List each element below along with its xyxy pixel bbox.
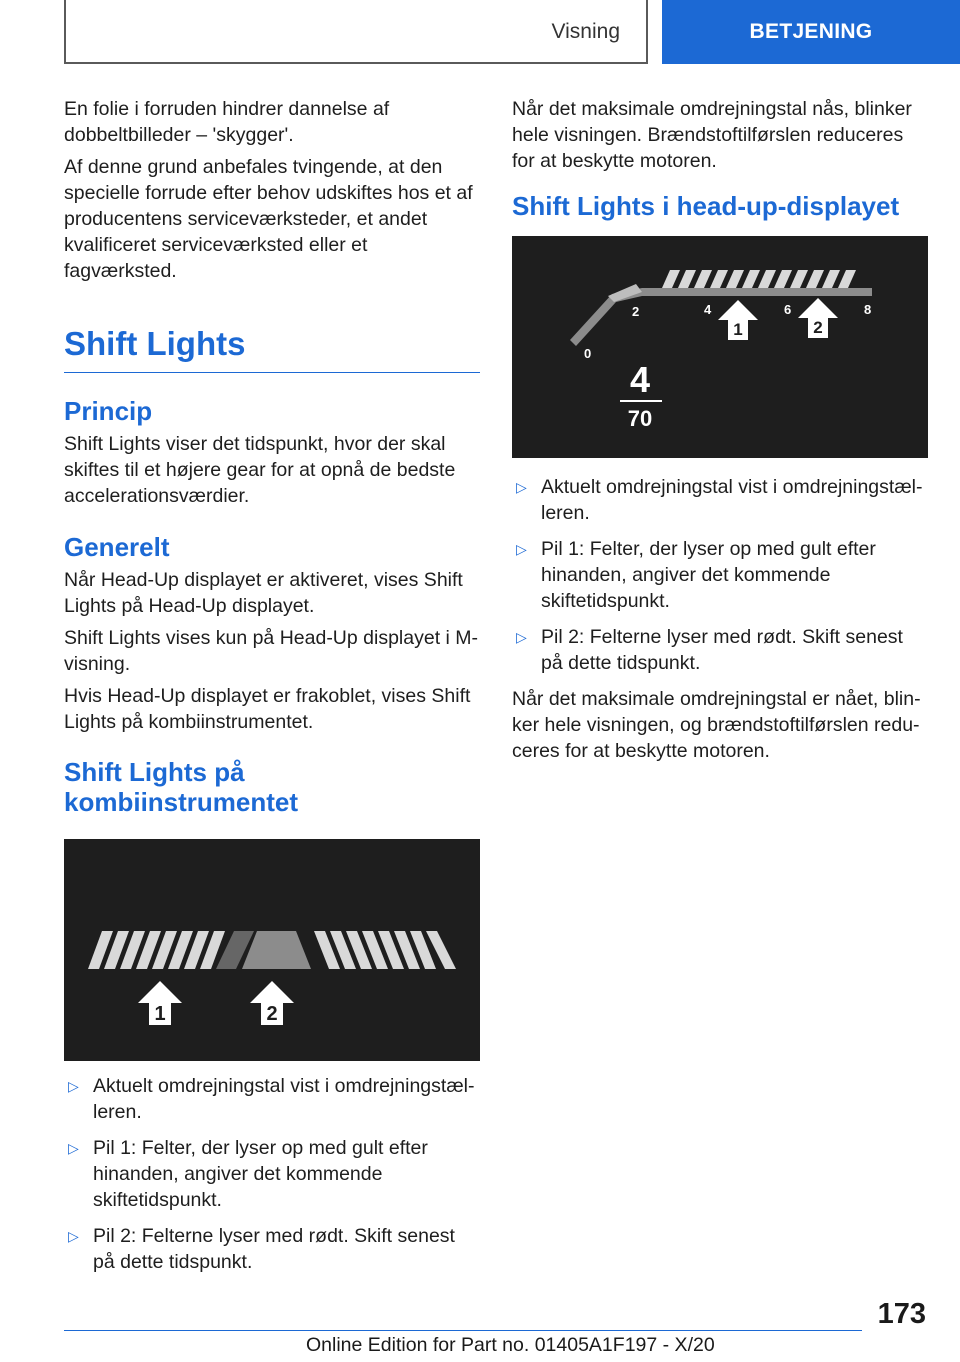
header-section-title: Visning: [551, 20, 620, 43]
hud-arrow-2-icon: [798, 298, 838, 338]
rpm-segments-left: [88, 931, 225, 969]
bullet-triangle-icon: ▷: [68, 1078, 79, 1094]
bullet-triangle-icon: ▷: [68, 1140, 79, 1156]
hud-arrow-1-label: 1: [733, 320, 743, 339]
list-item: ▷ Pil 1: Felter, der lyser op med gult efter hinanden, angiver det kommende skiftetidspunkt.: [68, 1137, 428, 1211]
arrow-2-icon: [250, 981, 294, 1025]
arrow-1-icon: [138, 981, 182, 1025]
hud-tick-2: 2: [632, 304, 640, 319]
footer-divider: [64, 1330, 862, 1331]
heading-hud: Shift Lights i head-up-displayet: [512, 191, 900, 221]
hud-tick-8: 8: [864, 302, 872, 317]
heading-kombiinstrument: Shift Lights på kombiinstrumentet: [64, 757, 299, 817]
heading-princip: Princip: [64, 396, 153, 426]
footer-edition: Online Edition for Part no. 01405A1F197 - X/20: [306, 1334, 715, 1356]
hud-divider: [620, 400, 662, 402]
rpm-bar-graphic: [64, 839, 480, 1061]
generelt-paragraph-2: Shift Lights vises kun på Head-Up displayet i M-visning.: [64, 627, 479, 675]
hud-tick-6: 6: [784, 302, 792, 317]
right-column: [512, 96, 928, 770]
page-number: 173: [877, 1298, 926, 1330]
hud-tick-4: 4: [704, 302, 712, 317]
generelt-paragraph-1: Når Head-Up displayet er aktiveret, vises Shift Lights på Head-Up displayet.: [64, 569, 463, 617]
list-item: ▷ Pil 2: Felterne lyser med rødt. Skift senest på dette tidspunkt.: [516, 626, 903, 674]
intro-paragraph-1: En folie i forruden hindrer dannelse af dobbeltbilleder – 'skygger'.: [64, 98, 390, 146]
rpm-segment-mid: [242, 931, 311, 969]
bullet-triangle-icon: ▷: [516, 541, 527, 557]
figure-kombiinstrument: [64, 839, 480, 1061]
kombi-bullet-list: [64, 1073, 480, 1275]
bullet-triangle-icon: ▷: [68, 1228, 79, 1244]
list-item: ▷ Aktuelt omdrejningstal vist i omdrejningstælleren.: [68, 1075, 475, 1123]
rpm-segments-right: [314, 931, 456, 969]
right-paragraph-1: Når det maksimale omdrejningstal nås, blinker hele visningen. Brændstoftilførslen reduceres for at beskytte motoren.: [512, 98, 912, 172]
right-paragraph-2: Når det maksimale omdrejningstal er nået, blinker hele visningen, og brændstoftilførslen reduceres for at beskytte motoren.: [512, 688, 921, 762]
hud-graphic: [512, 236, 928, 458]
list-item: ▷ Pil 2: Felterne lyser med rødt. Skift senest på dette tidspunkt.: [68, 1225, 455, 1273]
generelt-paragraph-3: Hvis Head-Up displayet er frakoblet, vises Shift Lights på kombiinstrumentet.: [64, 685, 471, 733]
header-chapter-tab: BETJENING: [662, 0, 960, 64]
hud-bullet-list: [512, 474, 928, 676]
left-column: [64, 96, 480, 1285]
list-item: ▷ Pil 1: Felter, der lyser op med gult efter hinanden, angiver det kommende skiftetidspunkt.: [516, 538, 876, 612]
bullet-triangle-icon: ▷: [516, 629, 527, 645]
list-item: ▷ Aktuelt omdrejningstal vist i omdrejningstælleren.: [516, 476, 923, 524]
hud-arrow-1-icon: [718, 300, 758, 340]
arrow-1-label: 1: [154, 1003, 166, 1025]
hud-tick-0: 0: [584, 346, 592, 361]
figure-hud: [512, 236, 928, 458]
arrow-2-label: 2: [266, 1003, 278, 1025]
princip-text: Shift Lights viser det tidspunkt, hvor der skal skiftes til et højere gear for at opnå de bedste accelerationsværdier.: [64, 433, 456, 507]
heading-generelt: Generelt: [64, 532, 170, 562]
hud-speed: 70: [627, 406, 653, 431]
intro-paragraph-2: Af denne grund anbefales tvingende, at den specielle forrude efter behov udskiftes hos et af producentens serviceværksteder, et andet kvalificeret serviceværksted eller et fagværksted.: [64, 156, 473, 282]
hud-gear: 4: [629, 359, 651, 400]
hud-arrow-2-label: 2: [813, 318, 823, 337]
bullet-triangle-icon: ▷: [516, 479, 527, 495]
section-heading-shift-lights: Shift Lights: [64, 324, 480, 373]
